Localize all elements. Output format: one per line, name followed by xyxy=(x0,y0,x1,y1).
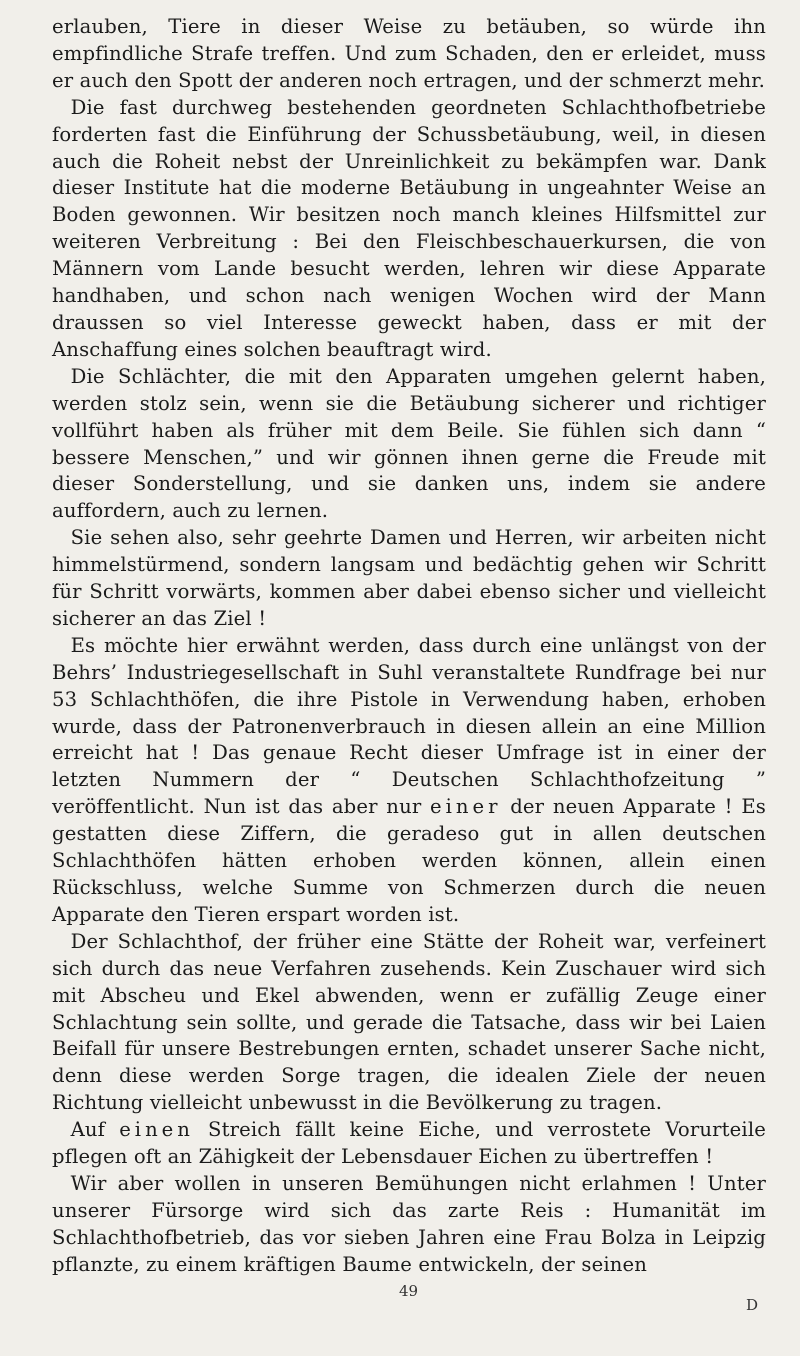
paragraph-5-text: Es möchte hier erwähnt werden, dass durch eine unlängst von der Behrs’ Industriegesellschaft in Suhl veranstaltete Rundfrage bei nur 53 Schlachthöfen, die ihre Pistole in Verwendung haben, erhoben wurde, dass der Patronenverbrauch in diesen allein an eine Million erreicht hat ! Das genaue Recht dieser Umfrage ist in einer der letzten Nummern der “ Deutschen Schlachthofzeitung ” veröffentlicht. Nun ist das aber nur xyxy=(52,633,766,819)
paragraph-6: Der Schlachthof, der früher eine Stätte der Roheit war, verfeinert sich durch das neue Verfahren zusehends. Kein Zuschauer wird sich mit Abscheu und Ekel abwenden, wenn er zufällig Zeuge einer Schlachtung sein sollte, und gerade die Tatsache, dass wir bei Laien Beifall für unsere Bestrebungen ernten, schadet unserer Sache nicht, denn diese werden Sorge tragen, die idealen Ziele der neuen Richtung vielleicht unbewusst in die Bevölkerung zu tragen. xyxy=(52,929,766,1115)
paragraph-5-continued: der neuen Apparate ! Es gestatten diese Ziffern, die geradeso gut in allen deutschen Schlachthöfen hätten erhoben werden können, allein einen Rückschluss, welche Summe von Schmerzen durch die neuen Apparate den Tieren erspart worden ist. xyxy=(52,795,766,926)
paragraph-3: Die Schlächter, die mit den Apparaten umgehen gelernt haben, werden stolz sein, wenn sie die Betäubung sicherer und richtiger vollführt haben als früher mit dem Beile. Sie fühlen sich dann “ bessere Menschen,” und wir gönnen ihnen gerne die Freude mit dieser Sonderstellung, und sie danken uns, indem sie andere auffordern, auch zu lernen. xyxy=(52,364,766,523)
emphasis-einen: einen xyxy=(119,1118,194,1142)
paragraph-7-text: Streich fällt keine Eiche, und verrostete Vorurteile pflegen oft an Zähigkeit der Lebensdauer Eichen zu übertreffen ! xyxy=(52,1118,766,1169)
paragraph-7-lead: Auf xyxy=(70,1118,106,1142)
emphasis-einer: einer xyxy=(430,795,502,819)
paragraph-1: erlauben, Tiere in dieser Weise zu betäuben, so würde ihn empfindliche Strafe treffen. Und zum Schaden, den er erleidet, muss er auch den Spott der anderen noch ertragen, und der schmerzt mehr. xyxy=(52,15,766,92)
paragraph-4: Sie sehen also, sehr geehrte Damen und Herren, wir arbeiten nicht himmelstürmend, sondern langsam und bedächtig gehen wir Schritt für Schritt vorwärts, kommen aber dabei ebenso sicher und vielleicht sicherer an das Ziel ! xyxy=(52,526,766,630)
signature-mark: D xyxy=(746,1296,759,1314)
paragraph-8: Wir aber wollen in unseren Bemühungen nicht erlahmen ! Unter unserer Fürsorge wird sich das zarte Reis : Humanität im Schlachthofbetrieb, das vor sieben Jahren eine Frau Bolza in Leipzig pflanzte, zu einem kräftigen Baume entwickeln, der seinen xyxy=(52,1171,766,1276)
paragraph-5 xyxy=(52,633,766,929)
page-number: 49 xyxy=(399,1282,419,1300)
page-footer xyxy=(0,1282,800,1322)
paragraph-7 xyxy=(52,1117,766,1171)
paragraph-2: Die fast durchweg bestehenden geordneten Schlachthofbetriebe forderten fast die Einführung der Schussbetäubung, weil, in diesen auch die Roheit nebst der Unreinlichkeit zu bekämpfen war. Dank dieser Institute hat die moderne Betäubung in ungeahnter Weise an Boden gewonnen. Wir besitzen noch manch kleines Hilfsmittel zur weiteren Verbreitung : Bei den Fleischbeschauerkursen, die von Männern vom Lande besucht werden, lehren wir diese Apparate handhaben, und schon nach wenigen Wochen wird der Mann draussen so viel Interesse geweckt haben, dass er mit der Anschaffung eines solchen beauftragt wird. xyxy=(52,95,766,361)
page-body xyxy=(52,14,766,1279)
